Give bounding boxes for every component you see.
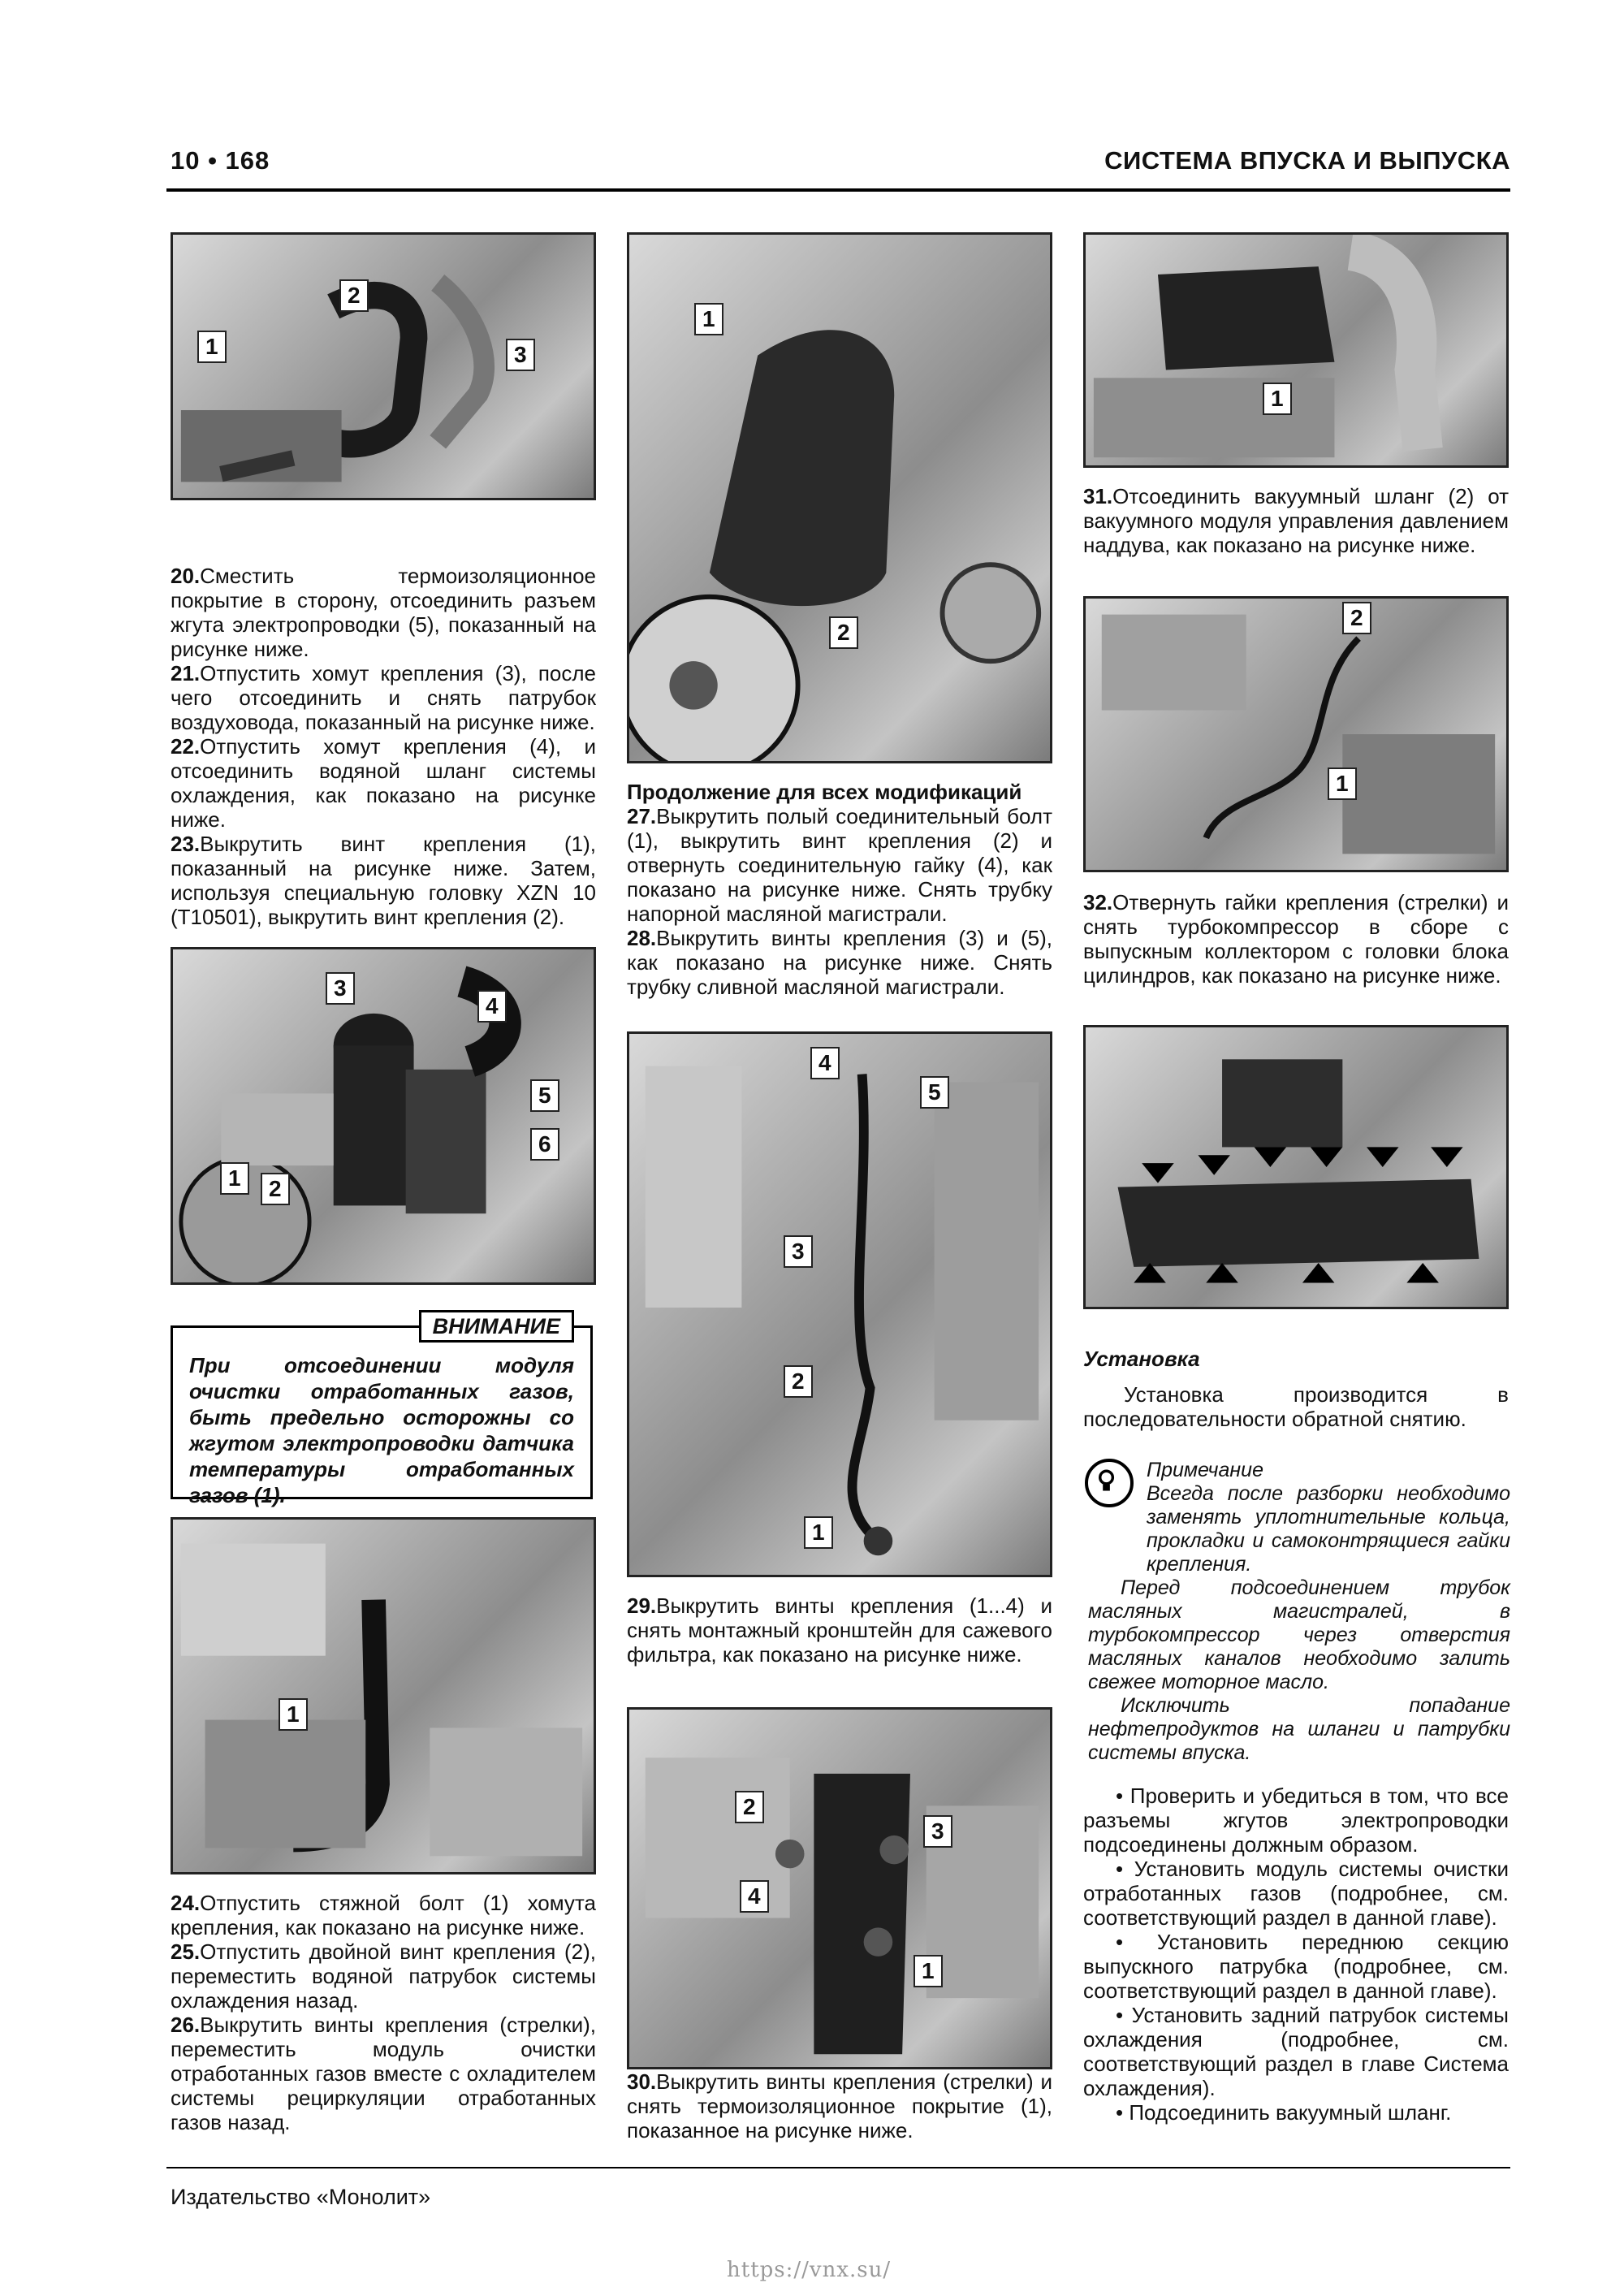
warning-title: ВНИМАНИЕ bbox=[419, 1310, 574, 1343]
callout-label: 3 bbox=[506, 339, 535, 371]
callout-label: 1 bbox=[1263, 383, 1292, 415]
publisher: Издательство «Монолит» bbox=[171, 2185, 431, 2209]
install-text: Установка производится в последовательности обратной снятию. bbox=[1083, 1382, 1509, 1431]
callout-label: 3 bbox=[923, 1815, 952, 1848]
callout-label: 2 bbox=[261, 1173, 290, 1205]
callout-label: 1 bbox=[1328, 767, 1357, 800]
callout-label: 5 bbox=[920, 1076, 949, 1109]
figure-3 bbox=[171, 1517, 596, 1874]
section-title: СИСТЕМА ВПУСКА И ВЫПУСКА bbox=[1104, 146, 1510, 175]
figure-1 bbox=[171, 232, 596, 500]
figure-7 bbox=[1083, 232, 1509, 468]
step-31: 31.Отсоединить вакуумный шланг (2) от вакуумного модуля управления давлением наддува, как показано на рисунке ниже. bbox=[1083, 484, 1509, 557]
source-url[interactable]: https://vnx.su/ bbox=[727, 2258, 892, 2282]
callout-label: 2 bbox=[1342, 602, 1371, 634]
callout-label: 1 bbox=[197, 331, 227, 363]
callout-label: 3 bbox=[784, 1235, 813, 1268]
callout-label: 4 bbox=[477, 990, 507, 1023]
footer-rule bbox=[166, 2167, 1510, 2168]
step-30: 30.Выкрутить винты крепления (стрелки) и снять термоизоляционное покрытие (1), показанное на рисунке ниже. bbox=[627, 2069, 1052, 2143]
callout-label: 2 bbox=[339, 279, 369, 312]
note-block: Примечание Всегда после разборки необходимо заменять уплотнительные кольца, прокладки и самоконтрящиеся гайки крепления. Перед подсоединением трубок масляных магистралей, в турбокомпрессор через отверстия масляных каналов необходимо залить свежее моторное масло. Исключить попадание нефтепродуктов на шланги и патрубки системы впуска. bbox=[1088, 1459, 1510, 1764]
figure-2 bbox=[171, 947, 596, 1285]
install-steps: • Проверить и убедиться в том, что все разъемы жгутов электропроводки подсоединены должным образом. • Установить модуль системы очистки отработанных газов (подробнее, см. соответствующий раздел в данной главе). • Установить переднюю секцию выпускного патрубка (подробнее, см. соответствующий раздел в данной главе). • Установить задний патрубок системы охлаждения (подробнее, см. соответствующий раздел в главе Система охлаждения). • Подсоединить вакуумный шланг. bbox=[1083, 1784, 1510, 2125]
step-29: 29.Выкрутить винты крепления (1...4) и снять монтажный кронштейн для сажевого фильтра, как показано на рисунке ниже. bbox=[627, 1593, 1052, 1667]
callout-label: 2 bbox=[829, 616, 858, 649]
callout-label: 1 bbox=[804, 1516, 833, 1549]
header-rule bbox=[166, 188, 1510, 192]
callout-label: 1 bbox=[279, 1698, 308, 1731]
install-heading: Установка bbox=[1083, 1347, 1200, 1371]
callout-label: 3 bbox=[326, 972, 355, 1005]
callout-label: 1 bbox=[914, 1955, 943, 1987]
figure-8 bbox=[1083, 596, 1509, 872]
figure-5 bbox=[627, 1031, 1052, 1577]
callout-label: 4 bbox=[810, 1047, 840, 1079]
callout-label: 5 bbox=[530, 1079, 559, 1112]
callout-label: 2 bbox=[784, 1365, 813, 1398]
install-section bbox=[1083, 1347, 1509, 1431]
step-32: 32.Отвернуть гайки крепления (стрелки) и снять турбокомпрессор в сборе с выпускным коллектором с головки блока цилиндров, как показано на рисунке ниже. bbox=[1083, 890, 1509, 988]
callout-label: 2 bbox=[735, 1791, 764, 1823]
note-title: Примечание bbox=[1147, 1459, 1263, 1481]
step-24: 24.Отпустить стяжной болт (1) хомута крепления, как показано на рисунке ниже. 25.Отпустить двойной винт крепления (2), переместить водяной патрубок системы охлаждения назад. 26.Выкрутить винты крепления (стрелки), переместить модуль очистки отработанных газов вместе с охладителем системы рециркуляции отработанных газов назад. bbox=[171, 1891, 596, 2134]
callout-label: 6 bbox=[530, 1128, 559, 1161]
callout-label: 1 bbox=[220, 1162, 249, 1195]
callout-label: 4 bbox=[740, 1880, 769, 1913]
warning-text: При отсоединении модуля очистки отработанных газов, быть предельно осторожны со жгутом электропроводки датчика температуры отработанных газов (1). bbox=[189, 1353, 574, 1507]
figure-4 bbox=[627, 232, 1052, 763]
figure-9 bbox=[1083, 1025, 1509, 1309]
callout-label: 1 bbox=[694, 303, 723, 335]
warning-box bbox=[171, 1314, 593, 1507]
step-27: Продолжение для всех модификаций 27.Выкрутить полый соединительный болт (1), выкрутить винт крепления (2) и отвернуть соединительную гайку (4), как показано на рисунке ниже. Снять трубку напорной масляной магистрали. 28.Выкрутить винты крепления (3) и (5), как показано на рисунке ниже. Снять трубку сливной масляной магистрали. bbox=[627, 780, 1052, 999]
step-20: 20.Сместить термоизоляционное покрытие в сторону, отсоединить разъем жгута электропроводки (5), показанный на рисунке ниже. 21.Отпустить хомут крепления (3), после чего отсоединить и снять патрубок воздуховода, показанный на рисунке ниже. 22.Отпустить хомут крепления (4), и отсоединить водяной шланг системы охлаждения, как показано на рисунке ниже. 23.Выкрутить винт крепления (1), показанный на рисунке ниже. Затем, используя специальную головку XZN 10 (T10501), выкрутить винт крепления (2). bbox=[171, 564, 596, 929]
figure-6 bbox=[627, 1707, 1052, 2069]
page-number: 10 • 168 bbox=[171, 146, 270, 175]
